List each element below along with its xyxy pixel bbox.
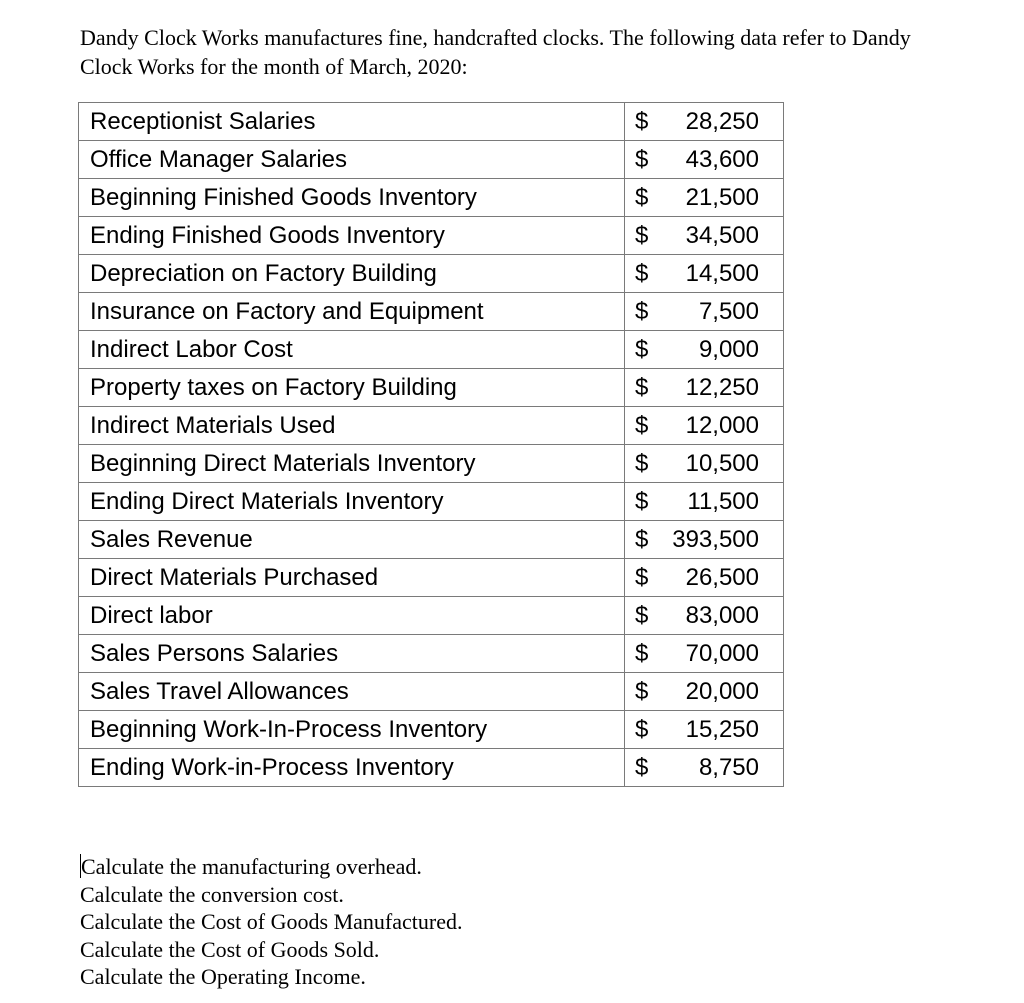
- question-item: [80, 908, 462, 936]
- table-row: [79, 673, 784, 711]
- amount-value: 26,500: [685, 563, 759, 591]
- row-amount-cell: [625, 749, 784, 787]
- row-amount-cell: [625, 407, 784, 445]
- row-amount-cell: [625, 141, 784, 179]
- row-label: Sales Travel Allowances: [79, 673, 625, 711]
- amount-value: 28,250: [685, 107, 759, 135]
- currency-symbol: $: [635, 145, 649, 173]
- row-label: Direct Materials Purchased: [79, 559, 625, 597]
- table-row: [79, 217, 784, 255]
- row-amount-cell: [625, 369, 784, 407]
- currency-symbol: $: [635, 601, 649, 629]
- currency-symbol: $: [635, 297, 649, 325]
- row-amount: [625, 374, 783, 402]
- amount-value: 20,000: [685, 677, 759, 705]
- row-amount: [625, 108, 783, 136]
- question-item: [80, 936, 462, 964]
- currency-symbol: $: [635, 183, 649, 211]
- amount-value: 12,250: [685, 373, 759, 401]
- amount-value: 43,600: [685, 145, 759, 173]
- row-label: Beginning Work-In-Process Inventory: [79, 711, 625, 749]
- row-amount-cell: [625, 483, 784, 521]
- row-amount-cell: [625, 635, 784, 673]
- row-label: Depreciation on Factory Building: [79, 255, 625, 293]
- currency-symbol: $: [635, 563, 649, 591]
- table-row: [79, 255, 784, 293]
- row-amount: [625, 488, 783, 516]
- table-row: [79, 369, 784, 407]
- amount-value: 14,500: [685, 259, 759, 287]
- row-amount-cell: [625, 255, 784, 293]
- amount-value: 11,500: [687, 487, 759, 515]
- table-row: [79, 483, 784, 521]
- question-item: [80, 881, 462, 909]
- currency-symbol: $: [635, 259, 649, 287]
- table-row: [79, 407, 784, 445]
- currency-symbol: $: [635, 487, 649, 515]
- cost-data-table: [78, 102, 784, 787]
- table-row: [79, 711, 784, 749]
- row-amount: [625, 412, 783, 440]
- amount-value: 15,250: [685, 715, 759, 743]
- amount-value: 34,500: [685, 221, 759, 249]
- row-amount-cell: [625, 179, 784, 217]
- row-label: Indirect Labor Cost: [79, 331, 625, 369]
- row-label: Property taxes on Factory Building: [79, 369, 625, 407]
- amount-value: 70,000: [685, 639, 759, 667]
- cost-data-table-body: [79, 103, 784, 787]
- currency-symbol: $: [635, 373, 649, 401]
- row-amount: [625, 184, 783, 212]
- question-text: Calculate the Operating Income.: [80, 964, 366, 989]
- row-amount: [625, 564, 783, 592]
- table-row: [79, 293, 784, 331]
- currency-symbol: $: [635, 411, 649, 439]
- row-amount-cell: [625, 445, 784, 483]
- currency-symbol: $: [635, 715, 649, 743]
- question-item: [80, 963, 462, 991]
- table-row: [79, 521, 784, 559]
- row-amount-cell: [625, 559, 784, 597]
- row-amount-cell: [625, 103, 784, 141]
- row-amount: [625, 602, 783, 630]
- row-amount-cell: [625, 711, 784, 749]
- row-label: Direct labor: [79, 597, 625, 635]
- table-row: [79, 559, 784, 597]
- table-row: [79, 749, 784, 787]
- row-label: Ending Work-in-Process Inventory: [79, 749, 625, 787]
- row-amount: [625, 526, 783, 554]
- row-amount: [625, 754, 783, 782]
- row-label: Insurance on Factory and Equipment: [79, 293, 625, 331]
- question-item: [80, 853, 462, 881]
- row-label: Office Manager Salaries: [79, 141, 625, 179]
- row-label: Receptionist Salaries: [79, 103, 625, 141]
- row-amount: [625, 450, 783, 478]
- row-label: Sales Revenue: [79, 521, 625, 559]
- row-label: Ending Finished Goods Inventory: [79, 217, 625, 255]
- row-amount-cell: [625, 217, 784, 255]
- currency-symbol: $: [635, 335, 649, 363]
- intro-line-1: Dandy Clock Works manufactures fine, handcrafted clocks. The following data refer to Dandy: [80, 25, 911, 50]
- row-label: Indirect Materials Used: [79, 407, 625, 445]
- amount-value: 9,000: [698, 335, 759, 363]
- row-amount: [625, 222, 783, 250]
- row-amount-cell: [625, 597, 784, 635]
- amount-value: 393,500: [672, 525, 759, 553]
- question-text: Calculate the manufacturing overhead.: [81, 854, 422, 879]
- currency-symbol: $: [635, 221, 649, 249]
- row-amount-cell: [625, 673, 784, 711]
- table-row: [79, 597, 784, 635]
- row-amount: [625, 336, 783, 364]
- row-amount: [625, 678, 783, 706]
- row-amount: [625, 716, 783, 744]
- currency-symbol: $: [635, 107, 649, 135]
- row-amount: [625, 146, 783, 174]
- row-label: Beginning Finished Goods Inventory: [79, 179, 625, 217]
- amount-value: 7,500: [698, 297, 759, 325]
- question-list: [80, 853, 462, 991]
- row-label: Beginning Direct Materials Inventory: [79, 445, 625, 483]
- row-amount-cell: [625, 293, 784, 331]
- table-row: [79, 445, 784, 483]
- question-text: Calculate the conversion cost.: [80, 881, 344, 907]
- currency-symbol: $: [635, 525, 649, 553]
- currency-symbol: $: [635, 639, 649, 667]
- table-row: [79, 331, 784, 369]
- table-row: [79, 635, 784, 673]
- table-row: [79, 179, 784, 217]
- currency-symbol: $: [635, 449, 649, 477]
- row-amount-cell: [625, 331, 784, 369]
- row-amount: [625, 640, 783, 668]
- table-row: [79, 103, 784, 141]
- intro-paragraph: [80, 23, 1010, 81]
- amount-value: 21,500: [685, 183, 759, 211]
- currency-symbol: $: [635, 753, 649, 781]
- question-text: Calculate the Cost of Goods Manufactured.: [80, 909, 463, 934]
- intro-line-2: Clock Works for the month of March, 2020:: [80, 54, 468, 79]
- row-label: Ending Direct Materials Inventory: [79, 483, 625, 521]
- amount-value: 83,000: [685, 601, 759, 629]
- row-amount: [625, 260, 783, 288]
- row-label: Sales Persons Salaries: [79, 635, 625, 673]
- amount-value: 10,500: [685, 449, 759, 477]
- row-amount-cell: [625, 521, 784, 559]
- amount-value: 8,750: [698, 753, 759, 781]
- question-text: Calculate the Cost of Goods Sold.: [80, 936, 380, 962]
- row-amount: [625, 298, 783, 326]
- amount-value: 12,000: [685, 411, 759, 439]
- currency-symbol: $: [635, 677, 649, 705]
- table-row: [79, 141, 784, 179]
